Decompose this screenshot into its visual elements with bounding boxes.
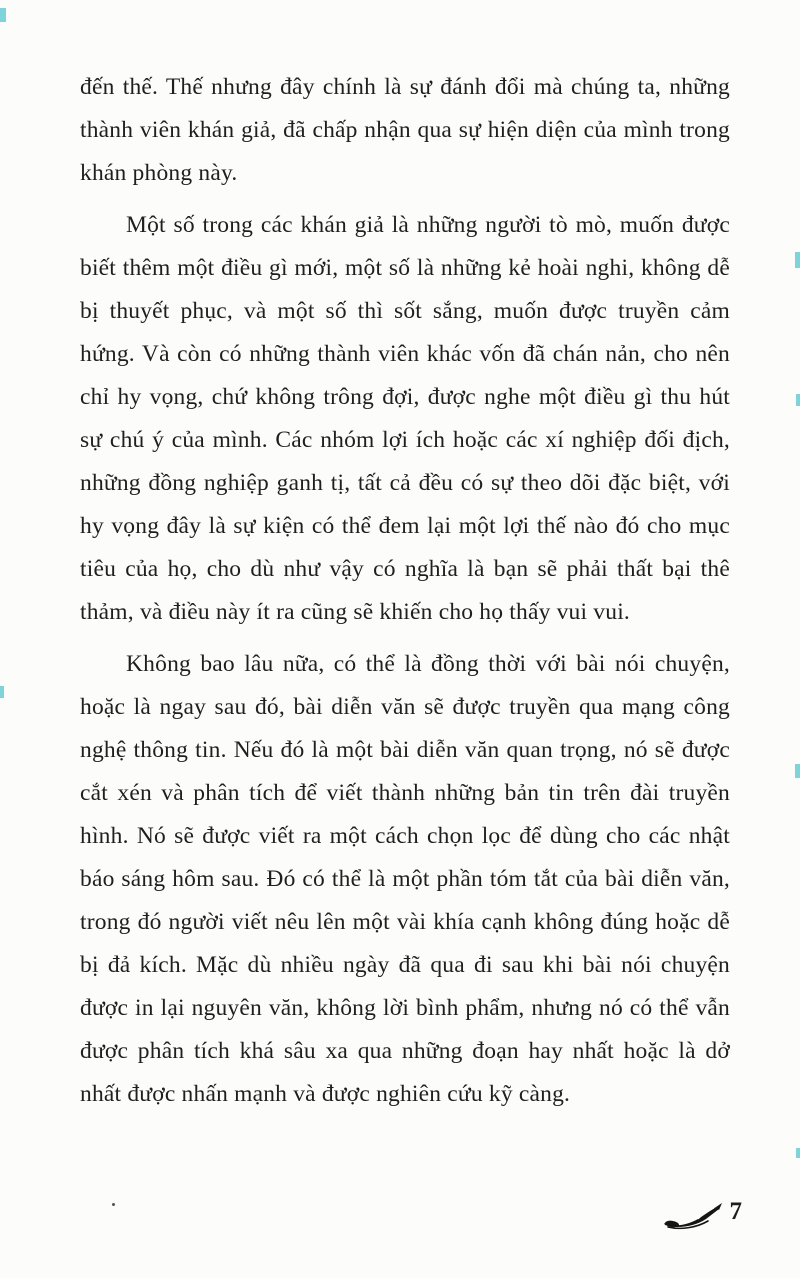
paragraph: Một số trong các khán giả là những người tò mò, muốn được biết thêm một điều gì mới, một số là những kẻ hoài nghi, không dễ bị thuyết phục, và một số thì sốt sắng, muốn được truyền cảm hứng. Và còn có những thành viên khác vốn đã chán nản, cho nên chỉ hy vọng, chứ không trông đợi, được nghe một điều gì thu hút sự chú ý của mình. Các nhóm lợi ích hoặc các xí nghiệp đối địch, những đồng nghiệp ganh tị, tất cả đều có sự theo dõi đặc biệt, với hy vọng đây là sự kiện có thể đem lại một lợi thế nào đó cho mục tiêu của họ, cho dù như vậy có nghĩa là bạn sẽ phải thất bại thê thảm, và điều này ít ra cũng sẽ khiến cho họ thấy vui vui. bbox=[80, 212, 730, 625]
scan-artifact bbox=[0, 686, 4, 698]
page-footer bbox=[662, 1198, 743, 1226]
page-number: 7 bbox=[729, 1198, 742, 1225]
scan-artifact bbox=[112, 1203, 115, 1206]
pen-icon bbox=[662, 1199, 724, 1231]
paragraph: đến thế. Thế nhưng đây chính là sự đánh đổi mà chúng ta, những thành viên khán giả, đã chấp nhận qua sự hiện diện của mình trong khán phòng này. bbox=[80, 74, 730, 186]
paragraph: Không bao lâu nữa, có thể là đồng thời với bài nói chuyện, hoặc là ngay sau đó, bài diễn văn sẽ được truyền qua mạng công nghệ thông tin. Nếu đó là một bài diễn văn quan trọng, nó sẽ được cắt xén và phân tích để viết thành những bản tin trên đài truyền hình. Nó sẽ được viết ra một cách chọn lọc để dùng cho các nhật báo sáng hôm sau. Đó có thể là một phần tóm tắt của bài diễn văn, trong đó người viết nêu lên một vài khía cạnh không đúng hoặc dễ bị đả kích. Mặc dù nhiều ngày đã qua đi sau khi bài nói chuyện được in lại nguyên văn, không lời bình phẩm, nhưng nó có thể vẫn được phân tích khá sâu xa qua những đoạn hay nhất hoặc là dở nhất được nhấn mạnh và được nghiên cứu kỹ càng. bbox=[80, 651, 730, 1107]
scan-artifact bbox=[796, 394, 800, 406]
scan-artifact bbox=[0, 8, 6, 22]
scan-artifact bbox=[795, 764, 800, 778]
page-text-block bbox=[80, 66, 730, 1125]
scan-artifact bbox=[795, 252, 800, 268]
scan-artifact bbox=[796, 1148, 800, 1158]
